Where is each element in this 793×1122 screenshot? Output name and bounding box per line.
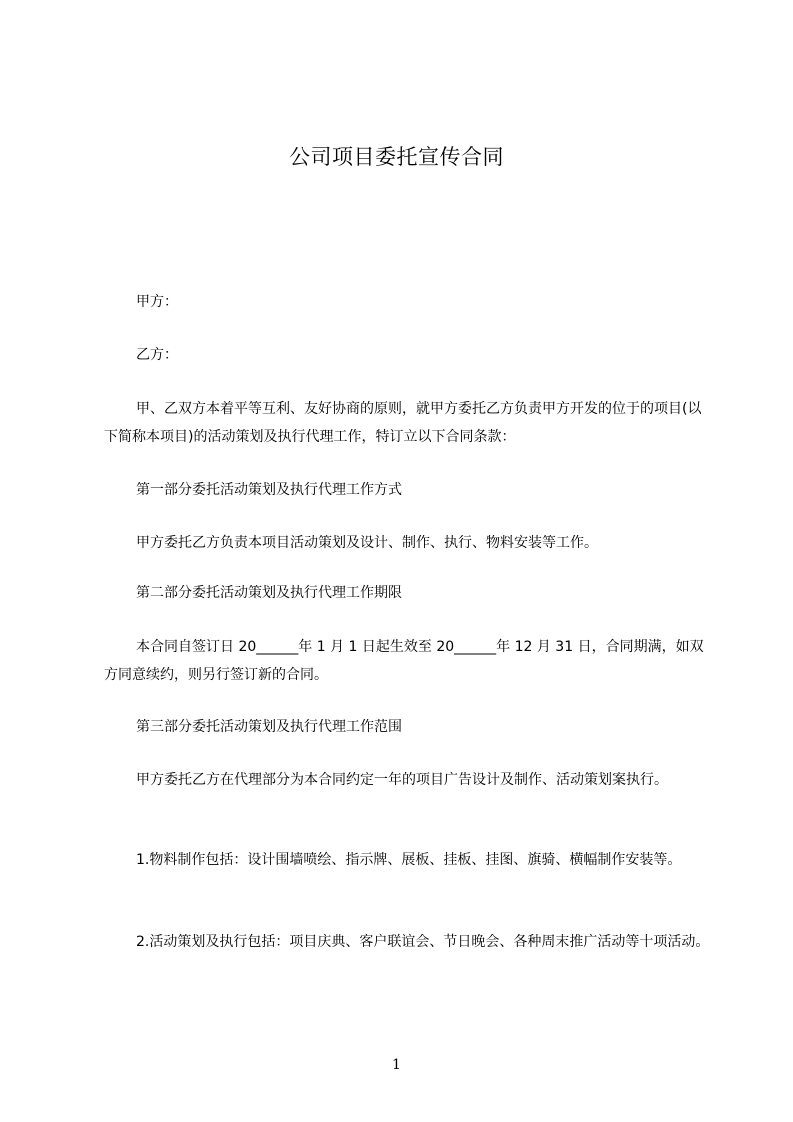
- section-2-body: 本合同自签订日 20______年 1 月 1 日起生效至 20______年 12 月 31 日，合同期满，如双方同意续约，则另行签订新的合同。: [104, 639, 704, 683]
- section-heading-1: 第一部分委托活动策划及执行代理工作方式: [136, 482, 402, 498]
- party-a-line: 甲方：: [136, 294, 178, 310]
- list-item-2: 2.活动策划及执行包括：项目庆典、客户联谊会、节日晚会、各种周末推广活动等十项活动。: [136, 934, 710, 950]
- party-b-line: 乙方：: [136, 347, 178, 363]
- section-heading-3: 第三部分委托活动策划及执行代理工作范围: [136, 719, 402, 735]
- list-item-1: 1.物料制作包括：设计围墙喷绘、指示牌、展板、挂板、挂图、旗骑、横幅制作安装等。: [136, 852, 682, 868]
- page-number: 1: [392, 1057, 401, 1073]
- section-1-body: 甲方委托乙方负责本项目活动策划及设计、制作、执行、物料安装等工作。: [136, 535, 598, 551]
- document-title: 公司项目委托宣传合同: [289, 145, 504, 169]
- section-heading-2: 第二部分委托活动策划及执行代理工作期限: [136, 585, 402, 601]
- preamble-paragraph: 甲、乙双方本着平等互利、友好协商的原则，就甲方委托乙方负责甲方开发的位于的项目(以下简称本项目)的活动策划及执行代理工作，特订立以下合同条款：: [104, 401, 702, 445]
- section-3-body: 甲方委托乙方在代理部分为本合同约定一年的项目广告设计及制作、活动策划案执行。: [136, 772, 668, 788]
